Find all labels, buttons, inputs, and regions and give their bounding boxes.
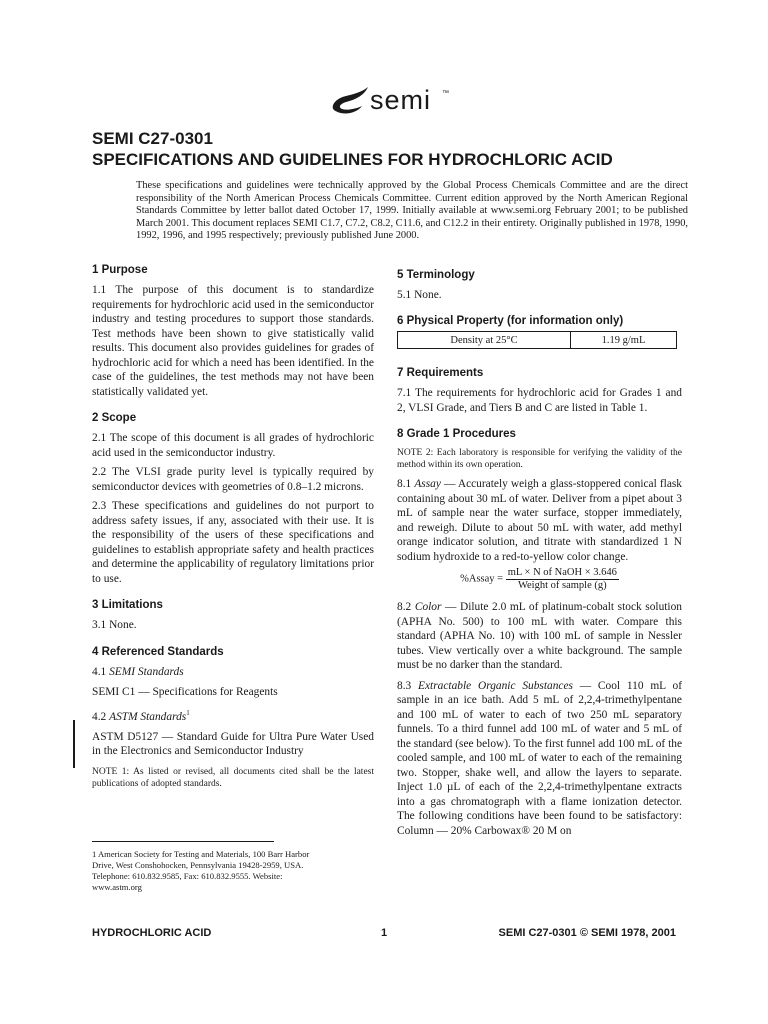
formula-lhs: %Assay = xyxy=(460,573,504,585)
section-8-title: 8 Grade 1 Procedures xyxy=(397,428,516,440)
footer-title: HYDROCHLORIC ACID xyxy=(92,927,212,939)
section-8-3-number: 8.3 xyxy=(397,679,412,692)
section-7-1: 7.1 The requirements for hydrochloric acid for Grades 1 and 2, VLSI Grade, and Tiers B and C are listed in Table 1. xyxy=(397,387,682,414)
assay-formula xyxy=(397,567,682,592)
property-cell: Density at 25°C xyxy=(398,332,571,349)
left-column xyxy=(92,263,374,790)
section-4-title: 4 Referenced Standards xyxy=(92,645,224,658)
page-title: SPECIFICATIONS AND GUIDELINES FOR HYDROCHLORIC ACID xyxy=(92,150,613,169)
footer-copyright: SEMI C27-0301 © SEMI 1978, 2001 xyxy=(498,927,676,939)
table-row xyxy=(398,332,677,349)
section-3-1: 3.1 None. xyxy=(92,619,137,631)
section-2-3: 2.3 These specifications and guidelines do not purport to address safety issues, if any, associated with their use. It is the responsibility of the users of these specifications and guidelines to establish appropriate safety and health practices and determine the applicability of regulatory limitations prior to use. xyxy=(92,500,374,585)
section-1-title: 1 Purpose xyxy=(92,264,148,276)
change-bar xyxy=(73,720,75,768)
section-5 xyxy=(397,268,682,328)
formula-numerator: mL × N of NaOH × 3.646 xyxy=(507,567,617,578)
section-4-2-number: 4.2 xyxy=(92,710,107,723)
logo-text: semi xyxy=(370,85,432,115)
section-1-1: 1.1 The purpose of this document is to standardize requirements for hydrochloric acid used in the semiconductor industry and testing procedures to support those standards. Test methods have been shown to give statistically valid results. This document also provides guidelines for grades of hydrochloric acid for which a need has been identified. In the case of the guidelines, the test methods may not have been statistically validated yet. xyxy=(92,284,374,398)
section-8-3-text: — Cool 110 mL of sample in an ice bath. Add 5 mL of 2,2,4-trimethylpentane and 100 mL of water to each of two 250 mL separatory funnels. To a third funnel add 100 mL of water and 5 mL of the standard (see below). To the first funnel add 100 mL of the cooled sample, and 100 mL of water to each of the remaining two. Stopper, shake well, and allow the layers to separate. Inject 1.0 µL of each of the 2,2,4-trimethylpentane extracts into a gas chromatograph with a flame ionization detector. The following conditions have been found to be satisfactory: Column — 20% Carbowax® 20 M on xyxy=(397,679,682,837)
section-4-1 xyxy=(92,665,374,680)
semi-logo xyxy=(328,84,448,118)
section-8-2-number: 8.2 xyxy=(397,601,412,613)
section-4-2-label: ASTM Standards xyxy=(109,710,187,723)
footnote-rule xyxy=(92,841,274,842)
note-1: NOTE 1: As listed or revised, all documents cited shall be the latest publications of adopted standards. xyxy=(92,766,374,789)
section-4-1-number: 4.1 xyxy=(92,665,107,678)
formula-fraction xyxy=(506,567,619,592)
section-8-2 xyxy=(397,600,682,673)
astm-d5127-reference: ASTM D5127 — Standard Guide for Ultra Pure Water Used in the Electronics and Semiconductor Industry xyxy=(92,730,374,758)
section-4-1-label: SEMI Standards xyxy=(109,665,184,678)
physical-property-table xyxy=(397,331,677,349)
section-2-2: 2.2 The VLSI grade purity level is typically required by semiconductor devices with geometries of 0.8–1.2 microns. xyxy=(92,466,374,493)
doc-number: SEMI C27-0301 xyxy=(92,129,213,148)
section-8-1-number: 8.1 xyxy=(397,478,412,490)
section-5-title: 5 Terminology xyxy=(397,269,475,281)
intro-paragraph: These specifications and guidelines were technically approved by the Global Process Chemicals Committee and are the direct responsibility of the North American Process Chemicals Committee. Current edition approved by the North American Regional Standards Committee by letter ballot dated October 17, 1999. Initially available at www.semi.org February 2001; to be published March 2001. This document replaces SEMI C1.7, C7.2, C8.2, C11.6, and C12.2 in their entirety. Originally published in 1978, 1990, 1992, 1996, and 1995 respectively; previously published June 2000. xyxy=(136,180,688,241)
section-8-1-text: — Accurately weigh a glass-stoppered conical flask containing about 30 mL of water. Deliver from a pipet about 3 mL of sample near the water surface, stopper immediately, and reweigh. Dilute to about 50 mL with water, add methyl orange indicator solution, and titrate with standardized 1 N sodium hydroxide to a red-to-yellow color change. xyxy=(397,478,682,563)
semi-logo-icon xyxy=(328,84,372,118)
right-column xyxy=(397,366,682,838)
semi-c1-reference: SEMI C1 — Specifications for Reagents xyxy=(92,686,278,698)
section-8-3 xyxy=(397,679,682,839)
section-4-2 xyxy=(92,706,374,724)
footnote-marker: 1 xyxy=(186,708,190,717)
value-cell: 1.19 g/mL xyxy=(570,332,676,349)
logo-trademark: ™ xyxy=(442,90,449,97)
section-8-1 xyxy=(397,477,682,564)
section-6-title: 6 Physical Property (for information only) xyxy=(397,314,624,327)
section-8-1-label: Assay xyxy=(414,478,441,490)
note-2: NOTE 2: Each laboratory is responsible for verifying the validity of the method within its own operation. xyxy=(397,448,682,470)
section-8-2-label: Color xyxy=(414,601,442,613)
section-7-title: 7 Requirements xyxy=(397,367,484,379)
section-2-1: 2.1 The scope of this document is all grades of hydrochloric acid used in the semiconductor industry. xyxy=(92,432,374,459)
section-8-2-text: — Dilute 2.0 mL of platinum-cobalt stock solution (APHA No. 500) to 100 mL with water. Compare this standard (APHA No. 10) with 100 mL of sample in Nessler tubes. View vertically over a white background. The sample must be no darker than the standard. xyxy=(397,601,682,671)
section-8-3-label: Extractable Organic Substances xyxy=(418,679,573,692)
section-5-1: 5.1 None. xyxy=(397,289,442,301)
section-2-title: 2 Scope xyxy=(92,412,137,424)
formula-denominator: Weight of sample (g) xyxy=(517,580,607,591)
page-number: 1 xyxy=(381,927,388,939)
section-3-title: 3 Limitations xyxy=(92,599,163,611)
footnote: 1 American Society for Testing and Materials, 100 Barr Harbor Drive, West Conshohocken, Pennsylvania 19428-2959, USA. Telephone: 610.832.9585, Fax: 610.832.9555. Website: www.astm.org xyxy=(92,849,310,892)
